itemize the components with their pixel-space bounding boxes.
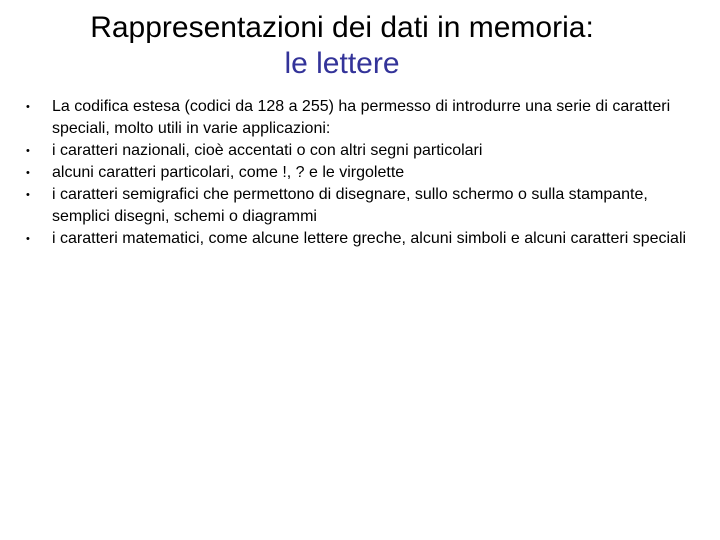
bullet-text: La codifica estesa (codici da 128 a 255) ha permesso di introdurre una serie di caratteri speciali, molto utili in varie applicazioni: (52, 98, 671, 137)
bullet-text: alcuni caratteri particolari, come !, ? e le virgolette (52, 164, 405, 181)
bullet-icon: • (26, 189, 30, 201)
bullet-icon: • (26, 233, 30, 245)
bullet-item (26, 96, 696, 140)
bullet-icon: • (26, 167, 30, 179)
bullet-text: i caratteri matematici, come alcune lettere greche, alcuni simboli e alcuni caratteri speciali (52, 230, 687, 247)
title-line-1: Rappresentazioni dei dati in memoria: (90, 11, 594, 44)
bullet-list (26, 96, 696, 250)
slide-title (0, 10, 684, 82)
bullet-item (26, 162, 696, 184)
bullet-icon: • (26, 101, 30, 113)
bullet-item (26, 140, 696, 162)
title-line-2: le lettere (284, 47, 400, 80)
bullet-icon: • (26, 145, 30, 157)
bullet-text: i caratteri nazionali, cioè accentati o con altri segni particolari (52, 142, 483, 159)
bullet-item (26, 228, 696, 250)
bullet-item (26, 184, 696, 228)
bullet-text: i caratteri semigrafici che permettono di disegnare, sullo schermo o sulla stampante, semplici disegni, schemi o diagrammi (52, 186, 648, 225)
